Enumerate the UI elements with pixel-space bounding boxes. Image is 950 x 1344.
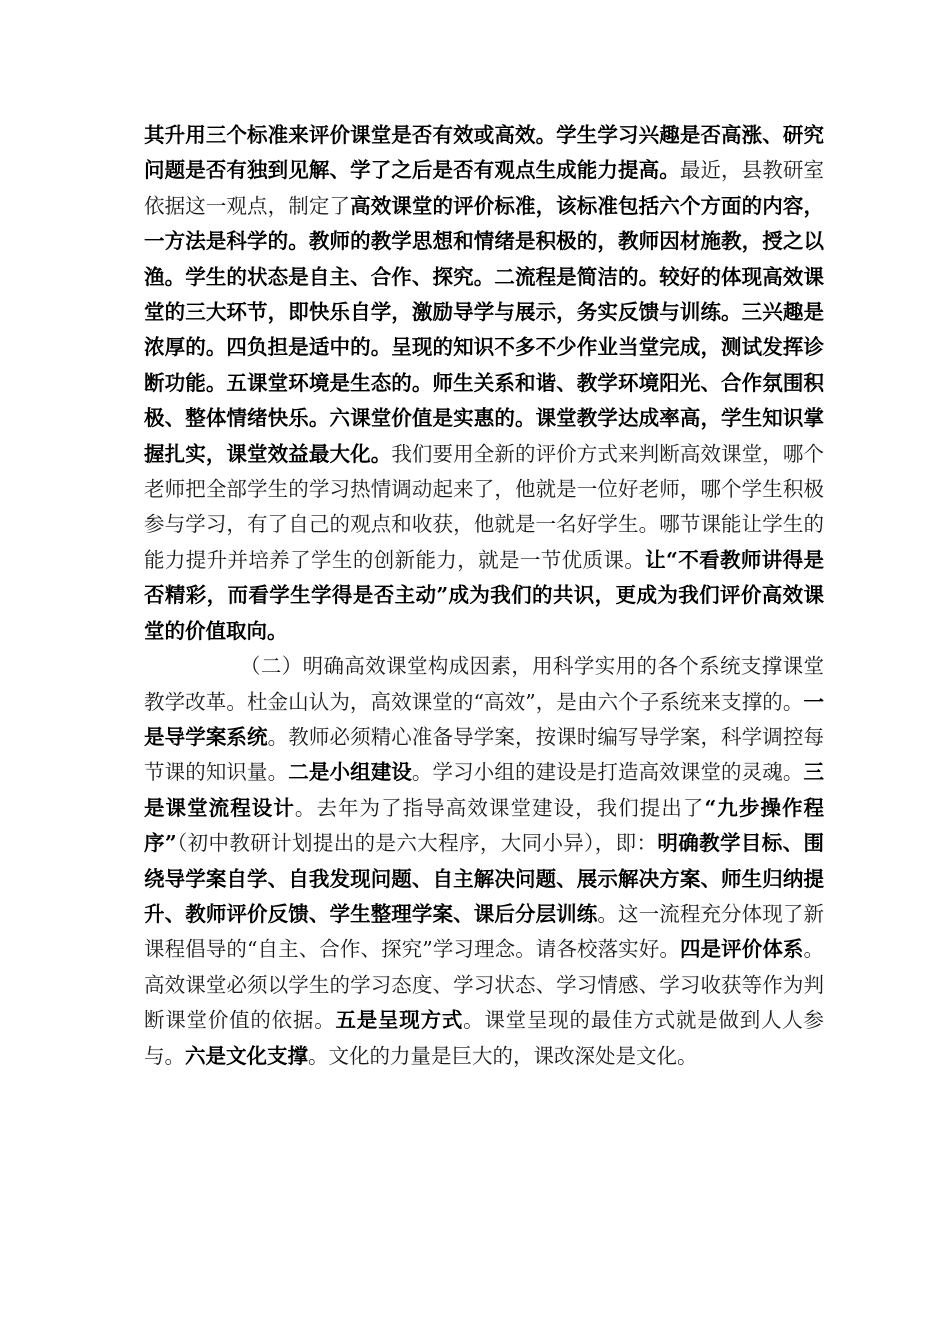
text-segment: 。这一流程充分体现了新课程倡导的“自主、合作、探究”学习理念。请各校落实好。 <box>144 901 824 962</box>
text-segment: 我们要用全新的评价方式来判断高效课堂，哪个老师把全部学生的学习热情调动起来了，他就是一位好老师，哪个学生积极参与学习，有了自己的观点和收获，他就是一名好学生。哪节课能让学生的能力提升并培养了学生的创新能力，就是一节优质课。 <box>144 441 824 572</box>
text-segment: 四是评价体系 <box>679 937 804 962</box>
text-segment: 让“不看教师讲得是否精彩，而看学生学得是否主动”成为我们的共识，更成为我们评价高效课堂的价值取向。 <box>144 547 824 643</box>
text-segment: 。去年为了指导高效课堂建设，我们提出了 <box>294 795 705 820</box>
document-body <box>144 118 824 1074</box>
text-segment: 一是导学案系统 <box>144 689 824 749</box>
text-segment: 二是小组建设 <box>288 760 412 785</box>
text-segment: 。高效课堂必须以学生的学习态度、学习状态、学习情感、学习收获等作为判断课堂价值的依据。 <box>144 937 825 1033</box>
text-segment: 。学习小组的建设是打造高效课堂的灵魂。 <box>411 760 804 785</box>
text-segment: 明确教学目标、围绕导学案自学、自我发现问题、自主解决问题、展示解决方案、师生归纳提升、教师评价反馈、学生整理学案、课后分层训练 <box>144 831 825 926</box>
paragraph-1 <box>144 118 824 649</box>
text-segment: 高效课堂的评价标准，该标准包括六个方面的内容，一方法是科学的。教师的教学思想和情绪是积极的，教师因材施教，授之以渔。学生的状态是自主、合作、探究。二流程是简洁的。较好的体现高效课堂的三大环节，即快乐自学，激励导学与展示，务实反馈与训练。三兴趣是浓厚的。四负担是适中的。呈现的知识不多不少作业当堂完成，测试发挥诊断功能。五课堂环境是生态的。师生关系和谐、教学环境阳光、合作氛围积极、整体情绪快乐。六课堂价值是实惠的。课堂教学达成率高，学生知识掌握扎实，课堂效益最大化。 <box>144 193 824 466</box>
text-segment: 。文化的力量是巨大的，课改深处是文化。 <box>308 1043 698 1068</box>
text-segment: 其升用三个标准来评价课堂是否有效或高效。学生学习兴趣是否高涨、研究问题是否有独到见解、学了之后是否有观点生成能力提高。 <box>144 123 824 183</box>
text-segment: 最近，县教研室依据这一观点，制定了 <box>144 158 824 218</box>
text-segment: 五是呈现方式 <box>335 1008 464 1033</box>
text-segment: 。教师必须精心准备导学案，按课时编写导学案，科学调控每节课的知识量。 <box>144 724 824 785</box>
text-segment: 三是课堂流程设计 <box>144 760 824 820</box>
text-segment: （初中教研计划提出的是六大程序，大同小异），即： <box>176 831 658 856</box>
text-segment: 。课堂呈现的最佳方式就是做到人人参与。 <box>144 1008 825 1068</box>
text-segment: 六是文化支撑 <box>185 1043 308 1068</box>
paragraph-2 <box>144 649 824 1074</box>
text-segment: （二）明确高效课堂构成因素，用科学实用的各个系统支撑课堂教学改革。杜金山认为，高效课堂的“高效”，是由六个子系统来支撑的。 <box>144 654 824 714</box>
text-segment: “九步操作程序” <box>144 795 825 856</box>
